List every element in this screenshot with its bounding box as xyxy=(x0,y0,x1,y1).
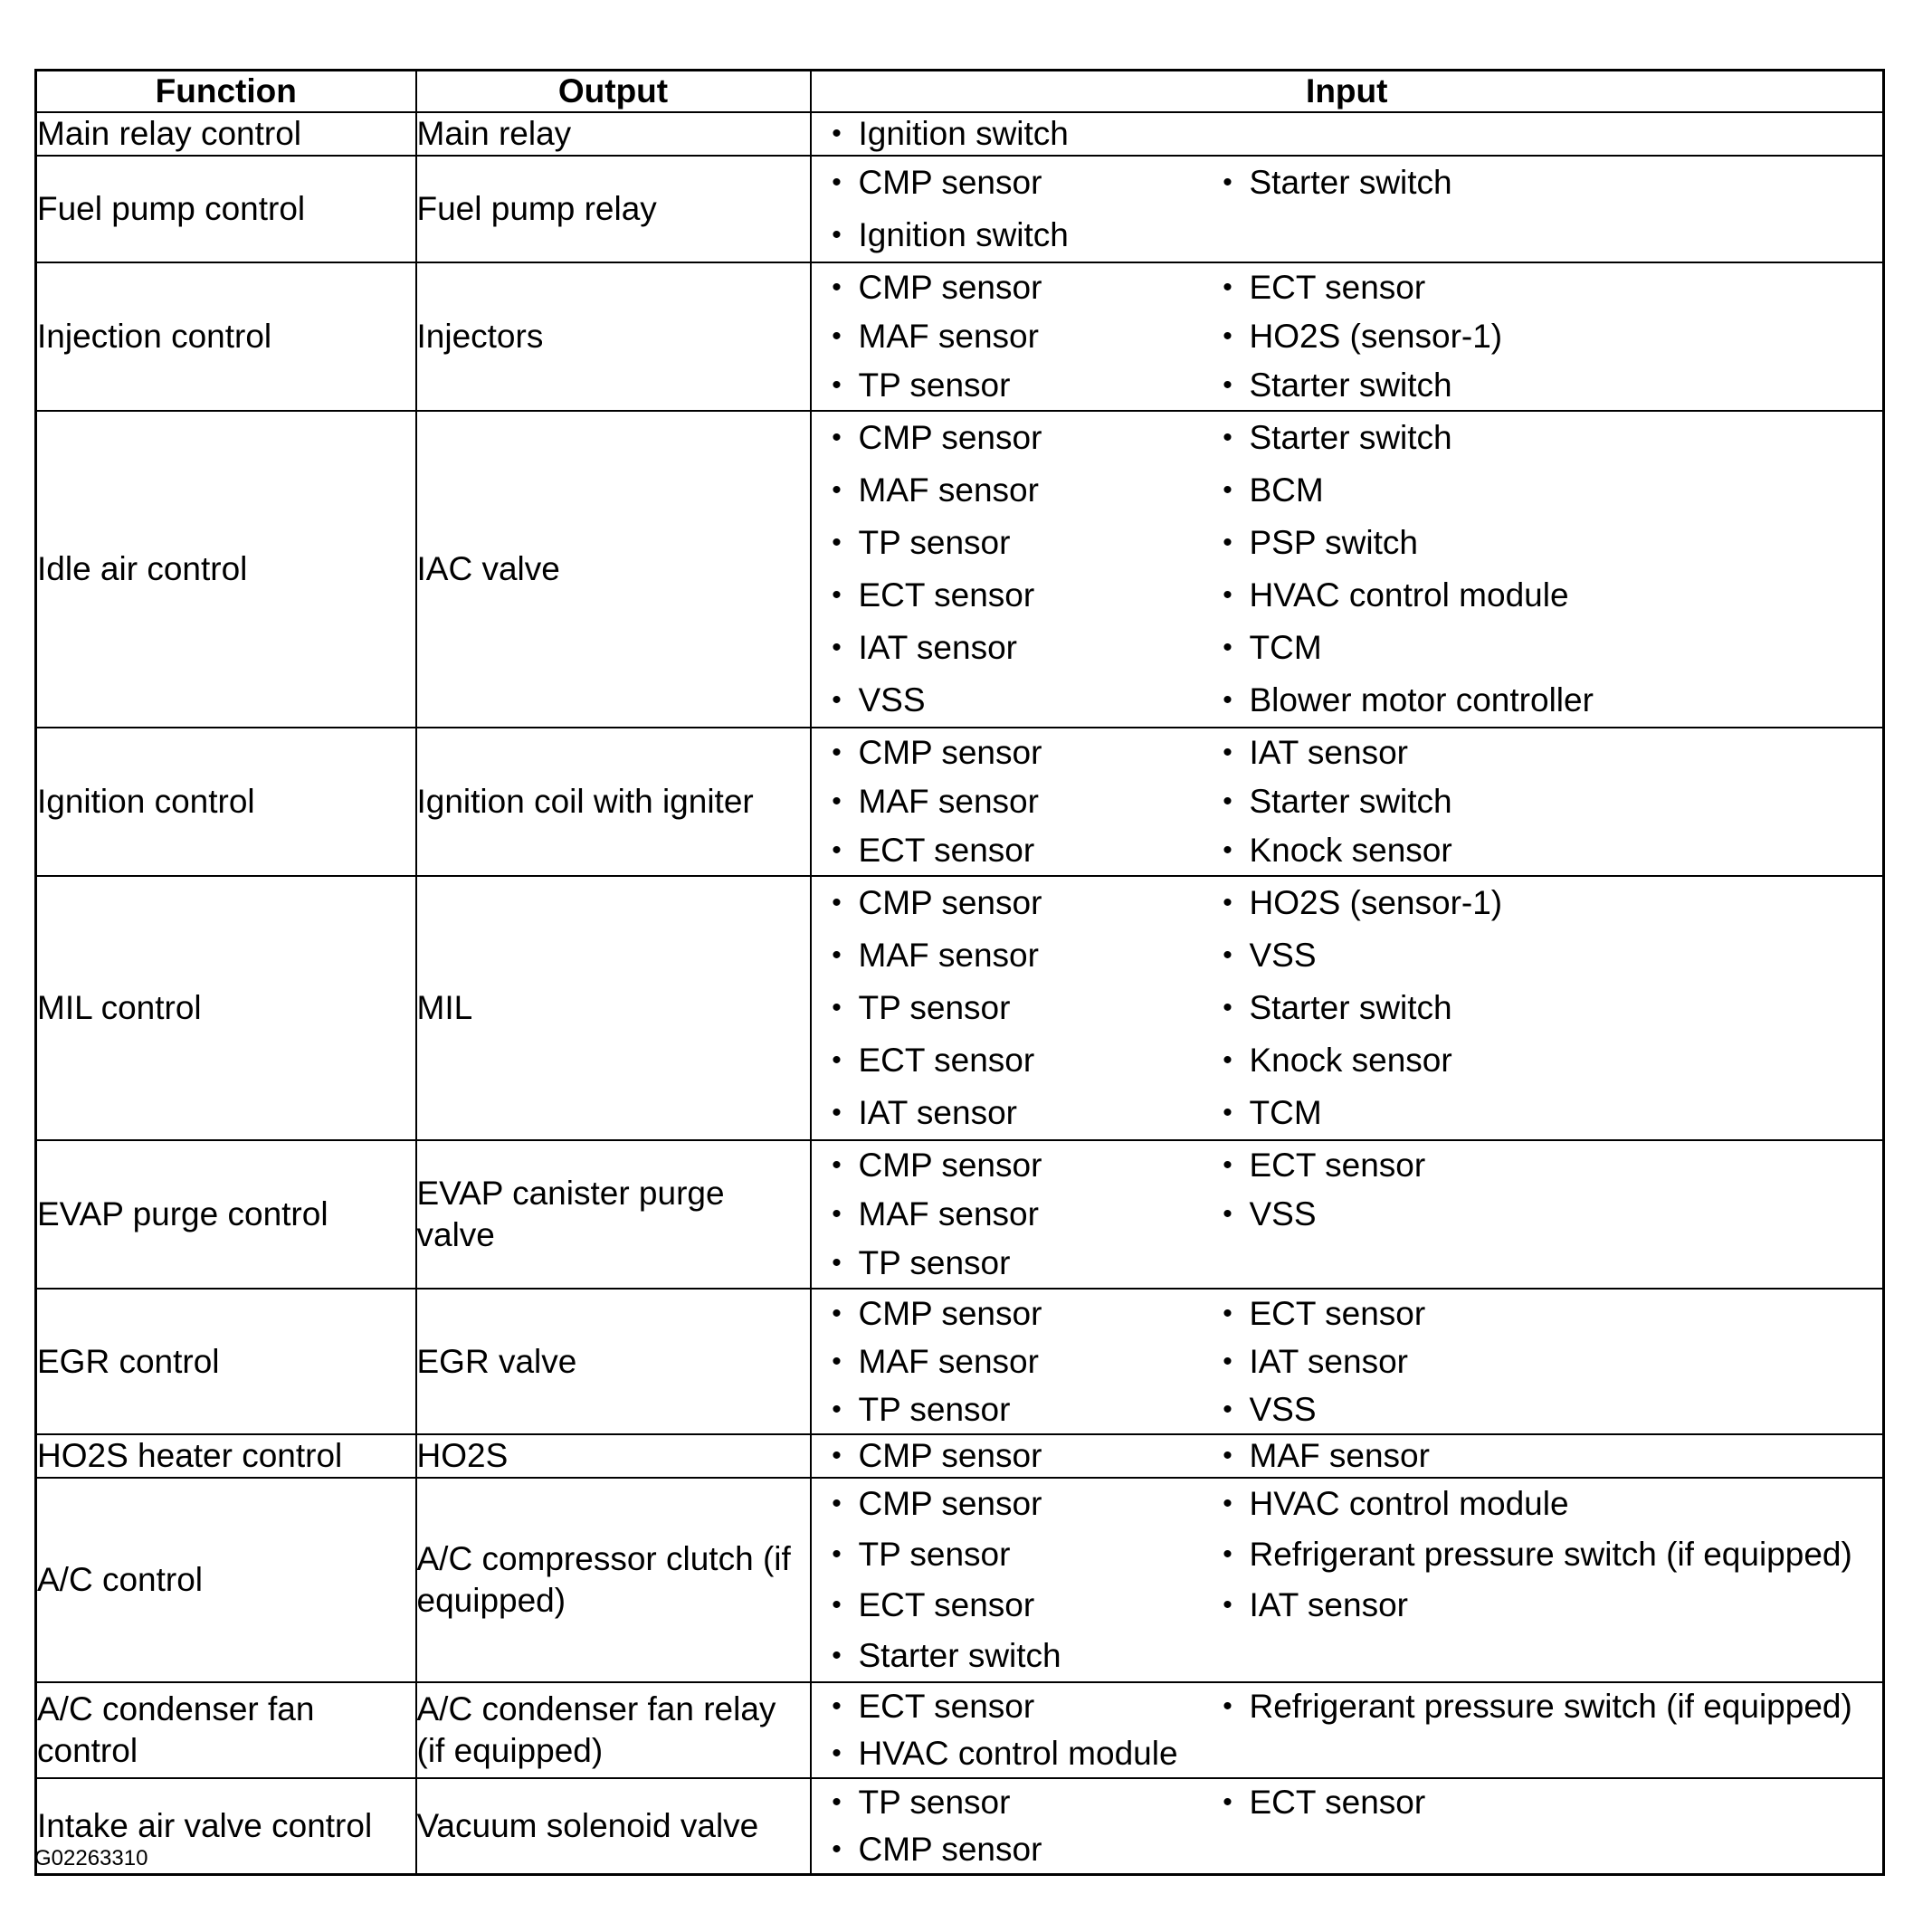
input-label: IAT sensor xyxy=(858,629,1017,666)
bullet-icon: • xyxy=(832,580,842,610)
input-label: TP sensor xyxy=(858,1536,1011,1573)
input-label: CMP sensor xyxy=(858,164,1042,201)
bullet-icon: • xyxy=(832,1298,842,1328)
input-item xyxy=(1203,1631,1883,1681)
input-item xyxy=(1203,877,1883,929)
input-list xyxy=(812,1683,1883,1777)
input-item xyxy=(812,1087,1203,1139)
bullet-icon: • xyxy=(1223,738,1233,767)
input-list xyxy=(812,1779,1883,1873)
table-row xyxy=(36,1682,1884,1778)
input-label: Starter switch xyxy=(1249,366,1452,404)
bullet-icon: • xyxy=(832,423,842,452)
input-label: ECT sensor xyxy=(858,1688,1035,1725)
input-item xyxy=(1203,1141,1883,1190)
bullet-icon: • xyxy=(1223,370,1233,400)
bullet-icon: • xyxy=(1223,1787,1233,1817)
input-item xyxy=(812,1337,1203,1385)
ecm-function-table xyxy=(34,69,1885,1876)
input-label: TCM xyxy=(1249,1094,1322,1131)
input-cell xyxy=(811,1478,1884,1682)
input-label: TP sensor xyxy=(858,1244,1011,1281)
table-row xyxy=(36,1289,1884,1434)
input-item xyxy=(812,1034,1203,1087)
function-cell: Intake air valve control xyxy=(36,1778,416,1875)
output-cell: MIL xyxy=(416,876,811,1140)
input-item xyxy=(812,263,1203,312)
output-cell: A/C condenser fan relay (if equipped) xyxy=(416,1682,811,1778)
input-cell xyxy=(811,728,1884,876)
bullet-icon: • xyxy=(1223,786,1233,816)
input-list xyxy=(812,1290,1883,1433)
input-label: CMP sensor xyxy=(858,884,1042,921)
bullet-icon: • xyxy=(1223,1489,1233,1518)
input-label: Refrigerant pressure switch (if equipped) xyxy=(1249,1536,1852,1573)
input-label: HVAC control module xyxy=(858,1735,1178,1772)
input-cell xyxy=(811,156,1884,262)
input-cell xyxy=(811,262,1884,411)
output-cell: EVAP canister purge valve xyxy=(416,1140,811,1289)
bullet-icon: • xyxy=(832,1489,842,1518)
header-row xyxy=(36,71,1884,113)
output-cell: EGR valve xyxy=(416,1289,811,1434)
input-list xyxy=(812,1435,1883,1477)
input-item xyxy=(1203,1730,1883,1777)
input-list xyxy=(812,1141,1883,1288)
output-cell: IAC valve xyxy=(416,411,811,728)
bullet-icon: • xyxy=(1223,321,1233,351)
bullet-icon: • xyxy=(1223,1441,1233,1470)
input-item xyxy=(812,1435,1203,1477)
bullet-icon: • xyxy=(1223,167,1233,197)
input-item xyxy=(812,1479,1203,1529)
bullet-icon: • xyxy=(1223,1691,1233,1721)
bullet-icon: • xyxy=(832,1150,842,1180)
bullet-icon: • xyxy=(832,220,842,250)
input-list xyxy=(812,113,1883,155)
table-row xyxy=(36,112,1884,156)
input-item xyxy=(812,1779,1203,1826)
input-label: Starter switch xyxy=(858,1637,1061,1674)
input-label: HO2S (sensor-1) xyxy=(1249,318,1503,355)
bullet-icon: • xyxy=(1223,475,1233,505)
output-cell: Injectors xyxy=(416,262,811,411)
input-label: ECT sensor xyxy=(1249,269,1426,306)
bullet-icon: • xyxy=(1223,888,1233,918)
bullet-icon: • xyxy=(832,1199,842,1229)
input-item xyxy=(812,1683,1203,1730)
input-item xyxy=(812,674,1203,727)
bullet-icon: • xyxy=(832,1045,842,1075)
input-label: PSP switch xyxy=(1249,524,1418,561)
input-item xyxy=(812,1141,1203,1190)
input-cell xyxy=(811,1140,1884,1289)
bullet-icon: • xyxy=(832,528,842,557)
function-cell: Main relay control xyxy=(36,112,416,156)
table-row xyxy=(36,156,1884,262)
bullet-icon: • xyxy=(832,1098,842,1128)
input-label: MAF sensor xyxy=(1249,1437,1430,1474)
output-cell: A/C compressor clutch (if equipped) xyxy=(416,1478,811,1682)
input-item xyxy=(812,157,1203,209)
bullet-icon: • xyxy=(832,321,842,351)
bullet-icon: • xyxy=(1223,1045,1233,1075)
input-label: TP sensor xyxy=(858,1390,1011,1428)
input-item xyxy=(1203,982,1883,1034)
input-label: HVAC control module xyxy=(1249,576,1569,614)
input-item xyxy=(1203,361,1883,410)
bullet-icon: • xyxy=(832,685,842,715)
bullet-icon: • xyxy=(832,119,842,148)
bullet-icon: • xyxy=(832,1346,842,1376)
input-item xyxy=(1203,412,1883,464)
bullet-icon: • xyxy=(832,835,842,865)
input-item xyxy=(812,1730,1203,1777)
input-list xyxy=(812,877,1883,1139)
input-item xyxy=(1203,1683,1883,1730)
input-label: VSS xyxy=(1249,937,1317,974)
input-item xyxy=(1203,464,1883,517)
input-label: VSS xyxy=(1249,1390,1317,1428)
input-label: MAF sensor xyxy=(858,318,1039,355)
input-item xyxy=(812,877,1203,929)
input-label: Starter switch xyxy=(1249,419,1452,456)
bullet-icon: • xyxy=(1223,1539,1233,1569)
input-label: ECT sensor xyxy=(858,1042,1035,1079)
input-item xyxy=(812,1826,1203,1873)
bullet-icon: • xyxy=(1223,528,1233,557)
input-item xyxy=(1203,1239,1883,1288)
input-item xyxy=(1203,1190,1883,1239)
input-label: Blower motor controller xyxy=(1249,681,1594,719)
bullet-icon: • xyxy=(1223,1394,1233,1424)
bullet-icon: • xyxy=(832,1787,842,1817)
bullet-icon: • xyxy=(1223,423,1233,452)
input-item xyxy=(1203,517,1883,569)
function-cell: Injection control xyxy=(36,262,416,411)
input-item xyxy=(812,1631,1203,1681)
input-item xyxy=(812,1290,1203,1337)
input-label: TP sensor xyxy=(858,366,1011,404)
input-label: TCM xyxy=(1249,629,1322,666)
header-function: Function xyxy=(36,71,416,113)
table-body xyxy=(36,112,1884,1875)
input-item xyxy=(1203,113,1883,155)
bullet-icon: • xyxy=(1223,835,1233,865)
input-label: IAT sensor xyxy=(858,1094,1017,1131)
input-list xyxy=(812,157,1883,262)
bullet-icon: • xyxy=(832,1539,842,1569)
input-label: Knock sensor xyxy=(1249,1042,1452,1079)
input-label: ECT sensor xyxy=(1249,1147,1426,1184)
input-item xyxy=(1203,1087,1883,1139)
table-row xyxy=(36,1478,1884,1682)
input-label: VSS xyxy=(1249,1195,1317,1232)
input-list xyxy=(812,263,1883,410)
bullet-icon: • xyxy=(1223,633,1233,662)
table-row xyxy=(36,1778,1884,1875)
function-cell: EGR control xyxy=(36,1289,416,1434)
bullet-icon: • xyxy=(1223,993,1233,1023)
input-label: MAF sensor xyxy=(858,1195,1039,1232)
input-item xyxy=(812,982,1203,1034)
input-item xyxy=(1203,1337,1883,1385)
bullet-icon: • xyxy=(832,1248,842,1278)
bullet-icon: • xyxy=(832,633,842,662)
input-item xyxy=(1203,312,1883,361)
input-list xyxy=(812,412,1883,727)
input-label: CMP sensor xyxy=(858,1147,1042,1184)
input-cell xyxy=(811,1289,1884,1434)
input-item xyxy=(812,464,1203,517)
input-label: Knock sensor xyxy=(1249,832,1452,869)
input-item xyxy=(1203,1779,1883,1826)
input-item xyxy=(812,1529,1203,1580)
input-item xyxy=(812,312,1203,361)
input-item xyxy=(812,826,1203,875)
input-label: Starter switch xyxy=(1249,989,1452,1026)
input-item xyxy=(1203,1580,1883,1631)
input-label: IAT sensor xyxy=(1249,1342,1408,1380)
input-label: VSS xyxy=(858,681,926,719)
input-label: HO2S (sensor-1) xyxy=(1249,884,1503,921)
input-label: CMP sensor xyxy=(858,269,1042,306)
input-label: TP sensor xyxy=(858,989,1011,1026)
function-cell: HO2S heater control xyxy=(36,1434,416,1478)
bullet-icon: • xyxy=(832,1834,842,1864)
function-cell: A/C condenser fan control xyxy=(36,1682,416,1778)
input-label: CMP sensor xyxy=(858,1437,1042,1474)
input-label: CMP sensor xyxy=(858,1485,1042,1522)
input-list xyxy=(812,728,1883,875)
bullet-icon: • xyxy=(1223,580,1233,610)
input-label: ECT sensor xyxy=(858,576,1035,614)
bullet-icon: • xyxy=(832,370,842,400)
input-item xyxy=(812,1190,1203,1239)
bullet-icon: • xyxy=(832,940,842,970)
input-item xyxy=(812,113,1203,155)
input-cell xyxy=(811,411,1884,728)
input-label: IAT sensor xyxy=(1249,1586,1408,1623)
input-item xyxy=(812,1239,1203,1288)
bullet-icon: • xyxy=(1223,1199,1233,1229)
table-row xyxy=(36,411,1884,728)
bullet-icon: • xyxy=(832,786,842,816)
bullet-icon: • xyxy=(1223,1150,1233,1180)
input-item xyxy=(812,209,1203,262)
bullet-icon: • xyxy=(1223,1590,1233,1620)
input-label: HVAC control module xyxy=(1249,1485,1569,1522)
function-cell: Idle air control xyxy=(36,411,416,728)
input-item xyxy=(1203,1385,1883,1433)
input-label: ECT sensor xyxy=(1249,1784,1426,1821)
function-cell: Ignition control xyxy=(36,728,416,876)
input-label: MAF sensor xyxy=(858,471,1039,509)
output-cell: Vacuum solenoid valve xyxy=(416,1778,811,1875)
table-row xyxy=(36,876,1884,1140)
bullet-icon: • xyxy=(832,1738,842,1768)
input-label: Starter switch xyxy=(1249,164,1452,201)
input-item xyxy=(812,361,1203,410)
input-item xyxy=(1203,777,1883,826)
function-cell: A/C control xyxy=(36,1478,416,1682)
input-label: Ignition switch xyxy=(858,216,1069,253)
input-item xyxy=(1203,929,1883,982)
figure-code: G02263310 xyxy=(34,1846,148,1870)
input-label: BCM xyxy=(1249,471,1324,509)
bullet-icon: • xyxy=(832,1691,842,1721)
input-item xyxy=(812,569,1203,622)
input-label: ECT sensor xyxy=(858,1586,1035,1623)
input-label: ECT sensor xyxy=(858,832,1035,869)
input-label: TP sensor xyxy=(858,1784,1011,1821)
bullet-icon: • xyxy=(1223,272,1233,302)
input-item xyxy=(1203,1826,1883,1873)
input-item xyxy=(812,412,1203,464)
input-label: MAF sensor xyxy=(858,937,1039,974)
input-cell xyxy=(811,112,1884,156)
function-cell: EVAP purge control xyxy=(36,1140,416,1289)
input-item xyxy=(812,517,1203,569)
output-cell: Ignition coil with igniter xyxy=(416,728,811,876)
input-cell xyxy=(811,1778,1884,1875)
input-cell xyxy=(811,1682,1884,1778)
input-label: Refrigerant pressure switch (if equipped) xyxy=(1249,1688,1852,1725)
input-label: MAF sensor xyxy=(858,1342,1039,1380)
input-item xyxy=(1203,622,1883,674)
output-cell: HO2S xyxy=(416,1434,811,1478)
output-cell: Fuel pump relay xyxy=(416,156,811,262)
bullet-icon: • xyxy=(832,475,842,505)
bullet-icon: • xyxy=(832,1441,842,1470)
input-list xyxy=(812,1479,1883,1681)
input-cell xyxy=(811,1434,1884,1478)
bullet-icon: • xyxy=(832,888,842,918)
input-item xyxy=(812,777,1203,826)
input-label: IAT sensor xyxy=(1249,734,1408,771)
input-item xyxy=(1203,1479,1883,1529)
function-cell: MIL control xyxy=(36,876,416,1140)
header-input: Input xyxy=(811,71,1884,113)
input-label: CMP sensor xyxy=(858,419,1042,456)
input-item xyxy=(1203,1290,1883,1337)
output-cell: Main relay xyxy=(416,112,811,156)
bullet-icon: • xyxy=(1223,1298,1233,1328)
input-item xyxy=(812,1580,1203,1631)
input-item xyxy=(1203,569,1883,622)
input-item xyxy=(1203,674,1883,727)
input-item xyxy=(812,929,1203,982)
table-row xyxy=(36,262,1884,411)
input-item xyxy=(812,728,1203,777)
table-row xyxy=(36,1140,1884,1289)
bullet-icon: • xyxy=(1223,1346,1233,1376)
input-item xyxy=(1203,157,1883,209)
input-item xyxy=(812,1385,1203,1433)
bullet-icon: • xyxy=(832,167,842,197)
input-label: Ignition switch xyxy=(858,115,1069,152)
bullet-icon: • xyxy=(832,1590,842,1620)
input-item xyxy=(1203,826,1883,875)
input-label: MAF sensor xyxy=(858,783,1039,820)
input-item xyxy=(1203,728,1883,777)
input-label: CMP sensor xyxy=(858,1831,1042,1868)
input-item xyxy=(1203,209,1883,262)
header-output: Output xyxy=(416,71,811,113)
input-label: CMP sensor xyxy=(858,734,1042,771)
input-label: Starter switch xyxy=(1249,783,1452,820)
bullet-icon: • xyxy=(832,738,842,767)
input-item xyxy=(1203,1034,1883,1087)
input-label: CMP sensor xyxy=(858,1294,1042,1332)
function-cell: Fuel pump control xyxy=(36,156,416,262)
table-row xyxy=(36,728,1884,876)
table-row xyxy=(36,1434,1884,1478)
input-item xyxy=(812,622,1203,674)
input-item xyxy=(1203,263,1883,312)
bullet-icon: • xyxy=(832,1641,842,1670)
input-label: TP sensor xyxy=(858,524,1011,561)
bullet-icon: • xyxy=(832,272,842,302)
bullet-icon: • xyxy=(1223,940,1233,970)
input-cell xyxy=(811,876,1884,1140)
bullet-icon: • xyxy=(832,1394,842,1424)
bullet-icon: • xyxy=(1223,1098,1233,1128)
bullet-icon: • xyxy=(832,993,842,1023)
input-item xyxy=(1203,1529,1883,1580)
bullet-icon: • xyxy=(1223,685,1233,715)
input-item xyxy=(1203,1435,1883,1477)
input-label: ECT sensor xyxy=(1249,1294,1426,1332)
